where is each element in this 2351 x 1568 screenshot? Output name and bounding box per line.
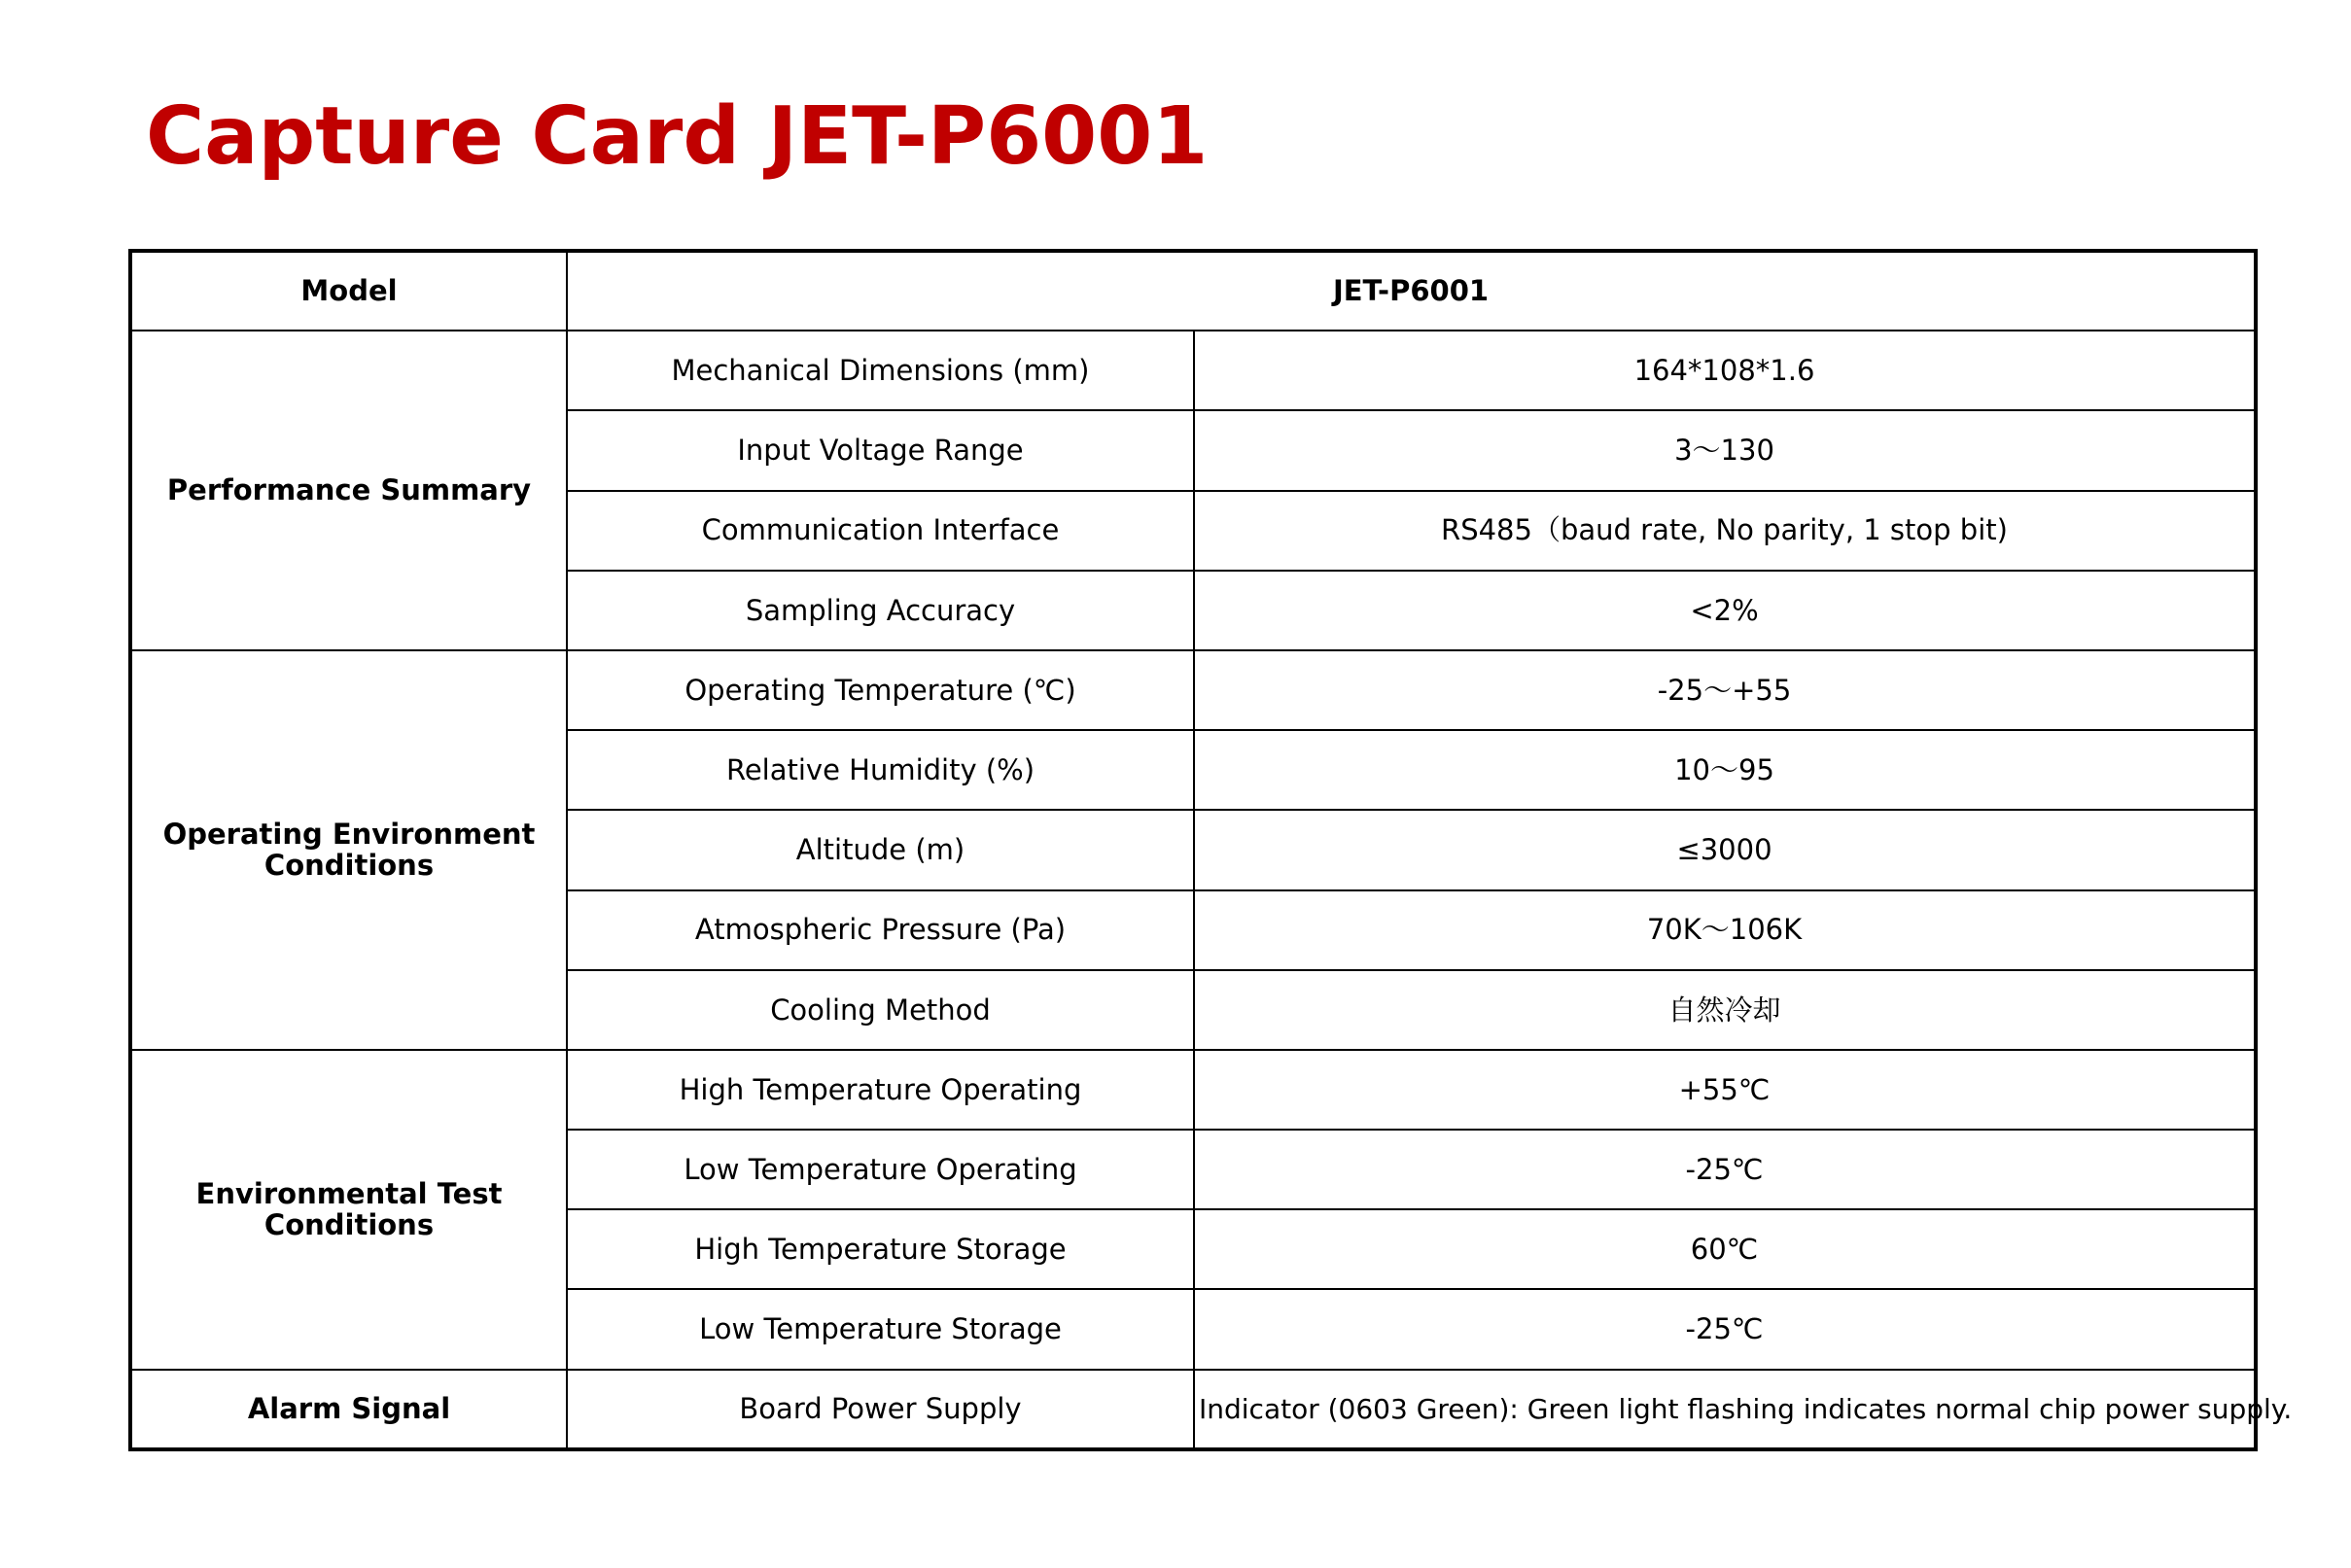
parameter-cell: High Temperature Operating [567,1050,1194,1130]
specification-table [128,249,2293,1451]
parameter-cell: Input Voltage Range [567,410,1194,490]
value-cell: 60℃ [1194,1209,2256,1289]
value-cell: 70K～106K [1194,890,2256,970]
group-label-line: Operating Environment [162,817,536,851]
value-cell: -25℃ [1194,1289,2256,1369]
value-cell: RS485（baud rate, No parity, 1 stop bit) [1194,491,2256,571]
group-label-line: Environmental Test [195,1176,503,1210]
parameter-cell: Altitude (m) [567,810,1194,889]
table-row [130,650,2256,730]
group-performance-summary: Performance Summary [130,331,567,650]
parameter-cell: Operating Temperature (℃) [567,650,1194,730]
parameter-cell: Low Temperature Storage [567,1289,1194,1369]
model-value: JET-P6001 [567,251,2256,331]
table-row [130,331,2256,410]
parameter-cell: Communication Interface [567,491,1194,571]
value-cell: <2% [1194,571,2256,650]
model-label: Model [130,251,567,331]
parameter-cell: Sampling Accuracy [567,571,1194,650]
table-row [130,251,2256,331]
page-title: Capture Card JET-P6001 [146,90,1209,183]
group-environmental-test [130,1050,567,1370]
parameter-cell: Relative Humidity (%) [567,730,1194,810]
parameter-cell: Atmospheric Pressure (Pa) [567,890,1194,970]
parameter-cell: Mechanical Dimensions (mm) [567,331,1194,410]
value-cell: 自然冷却 [1194,970,2256,1050]
value-cell: 3～130 [1194,410,2256,490]
value-cell: 164*108*1.6 [1194,331,2256,410]
value-cell: -25℃ [1194,1130,2256,1209]
parameter-cell: Board Power Supply [567,1370,1194,1449]
value-cell: Indicator (0603 Green): Green light flashing indicates normal chip power supply. [1194,1370,2256,1449]
group-alarm-signal: Alarm Signal [130,1370,567,1449]
group-label-line: Conditions [263,849,435,883]
value-cell: -25～+55 [1194,650,2256,730]
value-cell: ≤3000 [1194,810,2256,889]
group-label-line: Conditions [263,1208,435,1242]
parameter-cell: High Temperature Storage [567,1209,1194,1289]
parameter-cell: Cooling Method [567,970,1194,1050]
table-row [130,1050,2256,1130]
value-cell: +55℃ [1194,1050,2256,1130]
group-operating-environment [130,650,567,1050]
table-row [130,1370,2256,1449]
value-cell: 10～95 [1194,730,2256,810]
parameter-cell: Low Temperature Operating [567,1130,1194,1209]
